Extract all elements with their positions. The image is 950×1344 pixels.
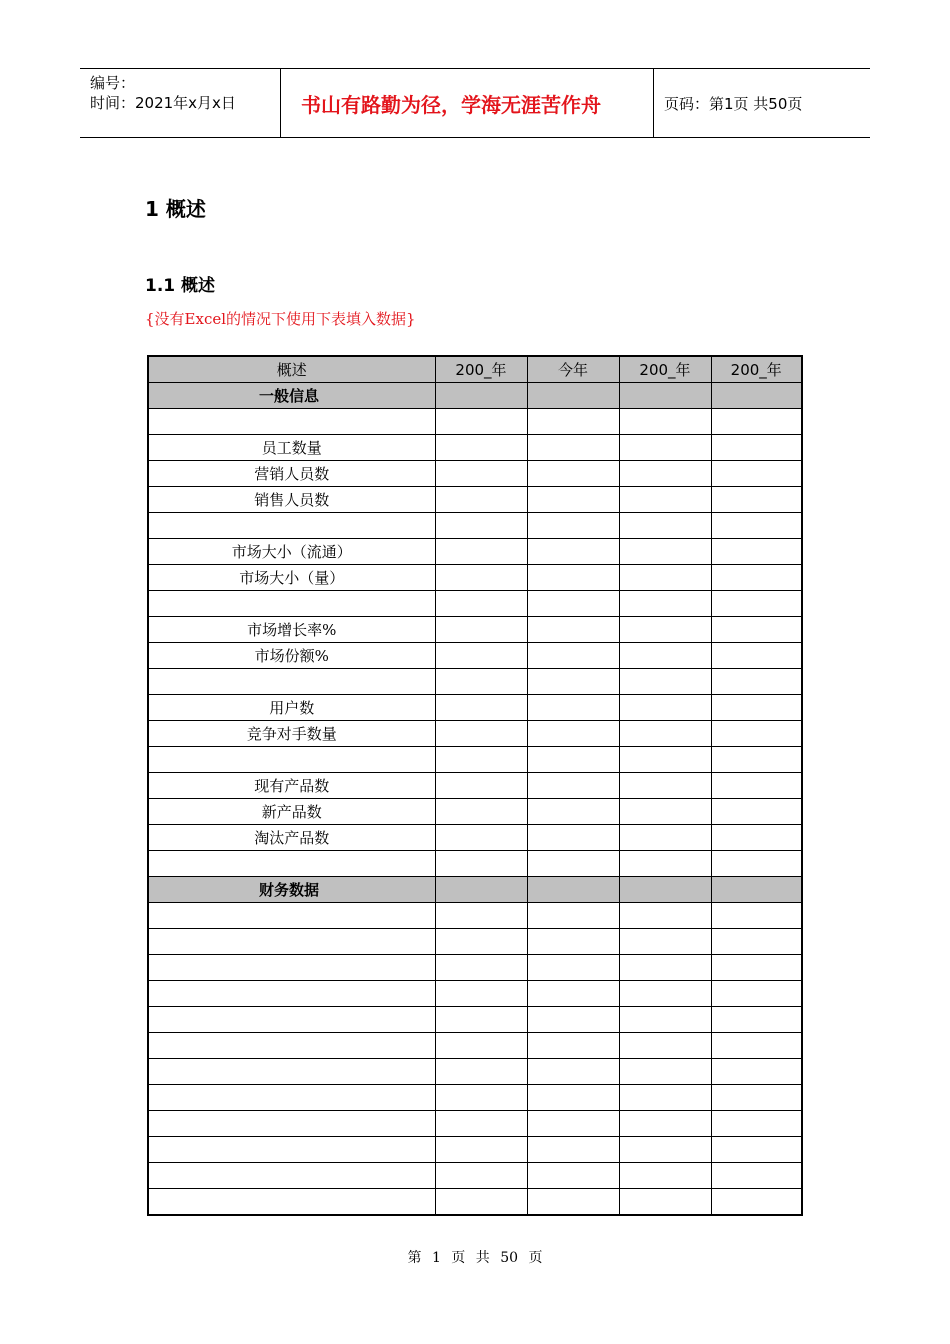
table-cell[interactable] <box>711 461 802 487</box>
table-cell[interactable] <box>711 825 802 851</box>
table-cell[interactable] <box>619 773 711 799</box>
column-header: 200_年 <box>619 356 711 383</box>
row-label <box>148 409 435 435</box>
row-label: 用户数 <box>148 695 435 721</box>
heading-1: 1 概述 <box>145 197 206 221</box>
table-cell[interactable] <box>527 643 619 669</box>
row-label <box>148 981 435 1007</box>
row-label <box>148 1007 435 1033</box>
table-cell[interactable] <box>619 383 711 409</box>
table-row <box>148 1111 802 1137</box>
row-label: 竞争对手数量 <box>148 721 435 747</box>
column-header: 今年 <box>527 356 619 383</box>
table-cell[interactable] <box>435 903 527 929</box>
table-row <box>148 1163 802 1189</box>
table-cell[interactable] <box>435 1007 527 1033</box>
table-cell[interactable] <box>619 487 711 513</box>
row-label <box>148 513 435 539</box>
table-row <box>148 565 802 591</box>
table-cell[interactable] <box>527 981 619 1007</box>
table-cell[interactable] <box>435 1033 527 1059</box>
table-cell[interactable] <box>435 955 527 981</box>
table-cell[interactable] <box>435 1111 527 1137</box>
table-cell[interactable] <box>711 487 802 513</box>
table-cell[interactable] <box>527 955 619 981</box>
table-cell[interactable] <box>435 877 527 903</box>
table-cell[interactable] <box>435 461 527 487</box>
table-row <box>148 773 802 799</box>
table-cell[interactable] <box>527 1137 619 1163</box>
table-cell[interactable] <box>527 539 619 565</box>
table-cell[interactable] <box>619 1007 711 1033</box>
table-row <box>148 851 802 877</box>
table-cell[interactable] <box>619 1163 711 1189</box>
table-cell[interactable] <box>527 903 619 929</box>
table-cell[interactable] <box>619 799 711 825</box>
column-header: 200_年 <box>711 356 802 383</box>
table-cell[interactable] <box>711 851 802 877</box>
table-cell[interactable] <box>527 617 619 643</box>
table-row <box>148 617 802 643</box>
table-section-row <box>148 877 802 903</box>
table-cell[interactable] <box>711 1163 802 1189</box>
row-label <box>148 669 435 695</box>
table-cell[interactable] <box>711 1059 802 1085</box>
table-cell[interactable] <box>619 903 711 929</box>
table-row <box>148 981 802 1007</box>
table-cell[interactable] <box>435 695 527 721</box>
table-cell[interactable] <box>619 565 711 591</box>
table-cell[interactable] <box>435 617 527 643</box>
instruction-note: {没有Excel的情况下使用下表填入数据} <box>145 310 416 328</box>
table-cell[interactable] <box>435 721 527 747</box>
table-row <box>148 669 802 695</box>
table-cell[interactable] <box>435 1059 527 1085</box>
header-meta <box>80 69 281 137</box>
table-row <box>148 487 802 513</box>
row-label <box>148 955 435 981</box>
table-cell[interactable] <box>711 955 802 981</box>
heading-2: 1.1 概述 <box>145 276 216 296</box>
table-cell[interactable] <box>527 1059 619 1085</box>
row-label <box>148 1111 435 1137</box>
table-cell[interactable] <box>711 435 802 461</box>
table-cell[interactable] <box>619 513 711 539</box>
table-row <box>148 1059 802 1085</box>
table-row <box>148 721 802 747</box>
table-cell[interactable] <box>435 1163 527 1189</box>
table-cell[interactable] <box>527 669 619 695</box>
table-cell[interactable] <box>619 1059 711 1085</box>
table-cell[interactable] <box>711 929 802 955</box>
table-cell[interactable] <box>619 1111 711 1137</box>
row-label: 市场增长率% <box>148 617 435 643</box>
table-cell[interactable] <box>619 929 711 955</box>
table-cell[interactable] <box>619 539 711 565</box>
row-label: 新产品数 <box>148 799 435 825</box>
table-cell[interactable] <box>711 721 802 747</box>
table-cell[interactable] <box>527 513 619 539</box>
table-cell[interactable] <box>619 643 711 669</box>
table-cell[interactable] <box>435 851 527 877</box>
table-row <box>148 1085 802 1111</box>
row-label <box>148 903 435 929</box>
table-cell[interactable] <box>527 1111 619 1137</box>
table-cell[interactable] <box>435 799 527 825</box>
table-cell[interactable] <box>527 383 619 409</box>
table-cell[interactable] <box>619 409 711 435</box>
table-cell[interactable] <box>711 1137 802 1163</box>
table-cell[interactable] <box>619 1189 711 1216</box>
table-cell[interactable] <box>711 799 802 825</box>
table-cell[interactable] <box>435 747 527 773</box>
table-cell[interactable] <box>527 851 619 877</box>
section-label: 财务数据 <box>148 877 435 903</box>
page-header <box>80 68 870 138</box>
table-row <box>148 409 802 435</box>
table-cell[interactable] <box>711 981 802 1007</box>
table-cell[interactable] <box>711 617 802 643</box>
table-cell[interactable] <box>527 747 619 773</box>
table-cell[interactable] <box>711 877 802 903</box>
table-row <box>148 903 802 929</box>
table-cell[interactable] <box>711 409 802 435</box>
table-cell[interactable] <box>527 825 619 851</box>
table-cell[interactable] <box>435 1189 527 1216</box>
table-cell[interactable] <box>435 1085 527 1111</box>
table-row <box>148 1189 802 1216</box>
table-row <box>148 591 802 617</box>
table-row <box>148 929 802 955</box>
table-cell[interactable] <box>527 591 619 617</box>
header-time-label: 时间：2021年x月x日 <box>90 94 236 112</box>
table-cell[interactable] <box>435 981 527 1007</box>
table-cell[interactable] <box>619 721 711 747</box>
table-cell[interactable] <box>435 539 527 565</box>
table-cell[interactable] <box>435 383 527 409</box>
row-label <box>148 747 435 773</box>
table-row <box>148 695 802 721</box>
table-cell[interactable] <box>435 409 527 435</box>
table-cell[interactable] <box>527 695 619 721</box>
header-page-info: 页码：第1页 共50页 <box>664 94 803 113</box>
row-label: 销售人员数 <box>148 487 435 513</box>
table-row <box>148 461 802 487</box>
table-section-row <box>148 383 802 409</box>
table-cell[interactable] <box>711 1007 802 1033</box>
row-label <box>148 1163 435 1189</box>
row-label <box>148 929 435 955</box>
overview-table <box>147 355 803 1216</box>
header-motto: 书山有路勤为径，学海无涯苦作舟 <box>281 69 654 137</box>
row-label: 营销人员数 <box>148 461 435 487</box>
table-cell[interactable] <box>711 1085 802 1111</box>
table-cell[interactable] <box>619 981 711 1007</box>
table-cell[interactable] <box>619 877 711 903</box>
table-row <box>148 1007 802 1033</box>
table-cell[interactable] <box>711 903 802 929</box>
table-cell[interactable] <box>619 1085 711 1111</box>
table-cell[interactable] <box>619 669 711 695</box>
table-cell[interactable] <box>527 1033 619 1059</box>
row-label: 现有产品数 <box>148 773 435 799</box>
table-cell[interactable] <box>711 591 802 617</box>
table-cell[interactable] <box>527 1163 619 1189</box>
table-cell[interactable] <box>711 565 802 591</box>
table-cell[interactable] <box>527 929 619 955</box>
table-cell[interactable] <box>711 1189 802 1216</box>
table-cell[interactable] <box>527 487 619 513</box>
table-cell[interactable] <box>711 773 802 799</box>
table-cell[interactable] <box>527 409 619 435</box>
table-cell[interactable] <box>527 1189 619 1216</box>
table-cell[interactable] <box>619 617 711 643</box>
table-header-row <box>148 356 802 383</box>
table-cell[interactable] <box>619 695 711 721</box>
table-cell[interactable] <box>527 799 619 825</box>
row-label <box>148 1137 435 1163</box>
row-label: 市场大小（量） <box>148 565 435 591</box>
table-cell[interactable] <box>435 487 527 513</box>
table-cell[interactable] <box>435 669 527 695</box>
table-cell[interactable] <box>435 565 527 591</box>
row-label: 淘汰产品数 <box>148 825 435 851</box>
row-label: 市场大小（流通） <box>148 539 435 565</box>
table-cell[interactable] <box>711 1033 802 1059</box>
table-cell[interactable] <box>711 669 802 695</box>
table-row <box>148 955 802 981</box>
section-label: 一般信息 <box>148 383 435 409</box>
table-cell[interactable] <box>435 773 527 799</box>
table-cell[interactable] <box>711 513 802 539</box>
table-cell[interactable] <box>619 955 711 981</box>
row-label <box>148 1189 435 1216</box>
row-label <box>148 1085 435 1111</box>
table-row <box>148 643 802 669</box>
table-cell[interactable] <box>435 513 527 539</box>
table-cell[interactable] <box>527 877 619 903</box>
row-label: 市场份额% <box>148 643 435 669</box>
table-cell[interactable] <box>619 591 711 617</box>
table-cell[interactable] <box>527 773 619 799</box>
table-cell[interactable] <box>619 747 711 773</box>
table-cell[interactable] <box>619 1033 711 1059</box>
page-footer: 第 1 页 共 50 页 <box>407 1250 543 1266</box>
header-number-label: 编号： <box>90 74 136 92</box>
table-cell[interactable] <box>527 435 619 461</box>
table-cell[interactable] <box>711 539 802 565</box>
table-row <box>148 513 802 539</box>
row-label <box>148 591 435 617</box>
table-cell[interactable] <box>527 461 619 487</box>
table-cell[interactable] <box>527 1085 619 1111</box>
table-cell[interactable] <box>619 1137 711 1163</box>
table-cell[interactable] <box>711 747 802 773</box>
table-cell[interactable] <box>619 851 711 877</box>
table-cell[interactable] <box>619 435 711 461</box>
table-cell[interactable] <box>711 1111 802 1137</box>
table-cell[interactable] <box>435 643 527 669</box>
row-label: 员工数量 <box>148 435 435 461</box>
table-row <box>148 1033 802 1059</box>
table-cell[interactable] <box>435 825 527 851</box>
column-header: 200_年 <box>435 356 527 383</box>
table-cell[interactable] <box>711 643 802 669</box>
row-label <box>148 1059 435 1085</box>
row-label <box>148 851 435 877</box>
table-row <box>148 747 802 773</box>
table-cell[interactable] <box>435 591 527 617</box>
table-cell[interactable] <box>711 383 802 409</box>
row-label <box>148 1033 435 1059</box>
table-row <box>148 799 802 825</box>
table-row <box>148 539 802 565</box>
table-cell[interactable] <box>711 695 802 721</box>
table-cell[interactable] <box>527 721 619 747</box>
column-header: 概述 <box>148 356 435 383</box>
table-cell[interactable] <box>435 929 527 955</box>
table-cell[interactable] <box>527 565 619 591</box>
table-cell[interactable] <box>619 825 711 851</box>
table-row <box>148 825 802 851</box>
table-cell[interactable] <box>435 1137 527 1163</box>
table-cell[interactable] <box>619 461 711 487</box>
table-cell[interactable] <box>435 435 527 461</box>
table-row <box>148 435 802 461</box>
table-row <box>148 1137 802 1163</box>
table-cell[interactable] <box>527 1007 619 1033</box>
